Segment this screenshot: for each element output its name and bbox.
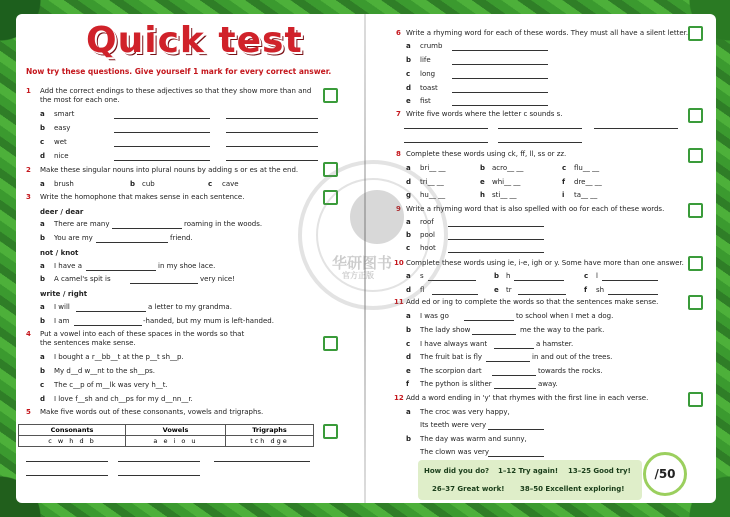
question-text: the most for each one. <box>40 96 120 104</box>
mark-checkbox[interactable] <box>688 148 703 163</box>
table-cell: a e i o u <box>126 436 226 447</box>
item-word: dre__ __ <box>574 178 602 186</box>
answer-line[interactable] <box>602 280 658 281</box>
score-question: How did you do? <box>424 467 490 475</box>
item-word: life <box>420 56 431 64</box>
sentence-text: a hamster. <box>536 340 574 348</box>
answer-line[interactable] <box>448 252 544 253</box>
item-word: pool <box>420 231 435 239</box>
answer-line[interactable] <box>452 105 548 106</box>
item-word: sti__ __ <box>492 191 517 199</box>
sentence-text: There are many <box>54 220 110 228</box>
mark-checkbox[interactable] <box>688 392 703 407</box>
item-letter: c <box>208 180 213 188</box>
stamp-text: 官方正版 <box>342 271 374 280</box>
answer-line[interactable] <box>118 475 200 476</box>
score-range: 13–25 Good try! <box>568 467 631 475</box>
stamp-mascot-icon <box>350 190 404 244</box>
answer-line[interactable] <box>404 142 488 143</box>
answer-line[interactable] <box>114 118 210 119</box>
item-word: s <box>420 272 424 280</box>
question-text: Make these singular nouns into plural nouns by adding s or es at the end. <box>40 166 299 174</box>
item-letter: b <box>406 435 412 443</box>
page-number: 26 <box>18 493 30 502</box>
answer-line[interactable] <box>432 294 478 295</box>
sentence-text: The c__p of m__lk was very h__t. <box>54 381 168 389</box>
item-letter: b <box>406 231 412 239</box>
letters-table <box>18 424 314 447</box>
item-letter: a <box>40 220 45 228</box>
item-word: hoot <box>420 244 436 252</box>
answer-line[interactable] <box>452 64 548 65</box>
answer-line[interactable] <box>118 461 200 462</box>
question-text: Make five words out of these consonants, vowels and trigraphs. <box>40 408 264 416</box>
sentence-text: I bought a r__bb__t at the p__t sh__p. <box>54 353 184 361</box>
mark-checkbox[interactable] <box>323 424 338 439</box>
answer-line[interactable] <box>498 142 582 143</box>
item-word: brush <box>54 180 74 188</box>
item-letter: b <box>40 367 46 375</box>
sentence-text: to school when I met a dog. <box>516 312 614 320</box>
item-letter: c <box>562 164 567 172</box>
item-word: fist <box>420 97 431 105</box>
sentence-text: very nice! <box>200 275 236 283</box>
question-number: 2 <box>26 166 31 174</box>
question-text: Write a rhyming word that is also spelled with oo for each of these words. <box>406 205 665 213</box>
answer-line[interactable] <box>464 320 514 321</box>
answer-line[interactable] <box>452 92 548 93</box>
item-word: cave <box>222 180 239 188</box>
item-letter: a <box>40 180 45 188</box>
score-circle: /50 <box>643 452 687 496</box>
item-letter: f <box>562 178 566 186</box>
table-header: Consonants <box>19 425 126 436</box>
question-text: Add ed or ing to complete the words so that the sentences make sense. <box>406 298 659 306</box>
item-word: h <box>506 272 511 280</box>
item-word: hu__ __ <box>420 191 446 199</box>
item-letter: a <box>406 408 411 416</box>
question-text: Complete these words using ck, ff, ll, ss or zz. <box>406 150 567 158</box>
item-letter: d <box>406 84 412 92</box>
question-number: 4 <box>26 330 31 338</box>
question-text: Add the correct endings to these adjectives so that they show more than and <box>40 87 312 95</box>
question-text: Write five words where the letter c sounds s. <box>406 110 563 118</box>
answer-line[interactable] <box>608 294 658 295</box>
sentence-text: -handed, but my mum is left-handed. <box>143 317 274 325</box>
answer-line[interactable] <box>448 239 544 240</box>
answer-line[interactable] <box>226 160 318 161</box>
item-word: cub <box>142 180 155 188</box>
verse-text: The day was warm and sunny, <box>420 435 527 443</box>
homophone-heading: not / knot <box>40 249 79 257</box>
question-number: 8 <box>396 150 401 158</box>
item-letter: a <box>40 353 45 361</box>
item-word: wet <box>54 138 67 146</box>
item-word: flu__ __ <box>574 164 600 172</box>
answer-line[interactable] <box>492 375 536 376</box>
item-letter: b <box>40 124 46 132</box>
item-letter: c <box>406 244 411 252</box>
answer-line[interactable] <box>518 294 566 295</box>
mark-checkbox[interactable] <box>688 108 703 123</box>
answer-line[interactable] <box>76 311 146 312</box>
sentence-text: I was go <box>420 312 449 320</box>
verse-text: The croc was very happy, <box>420 408 510 416</box>
sentence-text: The python is slither <box>420 380 492 388</box>
mark-checkbox[interactable] <box>323 88 338 103</box>
item-letter: f <box>406 380 410 388</box>
sentence-text: in and out of the trees. <box>532 353 613 361</box>
item-word: bri__ __ <box>420 164 446 172</box>
sentence-text: The scorpion dart <box>420 367 482 375</box>
answer-line[interactable] <box>226 118 318 119</box>
item-letter: b <box>40 234 46 242</box>
answer-line[interactable] <box>74 325 142 326</box>
answer-line[interactable] <box>452 78 548 79</box>
answer-line[interactable] <box>96 242 168 243</box>
question-text: the sentences make sense. <box>40 339 136 347</box>
answer-line[interactable] <box>448 226 544 227</box>
item-word: tr <box>506 286 512 294</box>
item-word: ta__ __ <box>574 191 598 199</box>
answer-line[interactable] <box>114 132 210 133</box>
answer-line[interactable] <box>112 228 182 229</box>
item-letter: a <box>406 272 411 280</box>
question-number: 1 <box>26 87 31 95</box>
item-letter: e <box>406 97 411 105</box>
score-range: 26–37 Great work! <box>432 485 505 493</box>
item-letter: c <box>40 138 45 146</box>
item-letter: e <box>494 286 499 294</box>
question-number: 3 <box>26 193 31 201</box>
mark-checkbox[interactable] <box>688 256 703 271</box>
watermark-stamp <box>298 160 448 310</box>
sentence-text: I will <box>54 303 70 311</box>
question-text: Write the homophone that makes sense in each sentence. <box>40 193 245 201</box>
question-number: 9 <box>396 205 401 213</box>
item-letter: a <box>406 218 411 226</box>
table-header: Trigraphs <box>225 425 313 436</box>
sentence-text: I love f__sh and ch__ps for my d__nn__r. <box>54 395 193 403</box>
item-word: easy <box>54 124 71 132</box>
answer-line[interactable] <box>26 461 108 462</box>
verse-text: Its teeth were very <box>420 421 487 429</box>
item-letter: c <box>406 340 411 348</box>
verse-text: The clown was very <box>420 448 490 456</box>
item-letter: f <box>584 286 588 294</box>
sentence-text: towards the rocks. <box>538 367 603 375</box>
sentence-text: friend. <box>170 234 193 242</box>
answer-line[interactable] <box>488 429 544 430</box>
item-letter: a <box>40 262 45 270</box>
item-word: acro__ __ <box>492 164 524 172</box>
homophone-heading: write / right <box>40 290 88 298</box>
item-letter: c <box>406 70 411 78</box>
answer-line[interactable] <box>594 128 678 129</box>
sentence-text: I am <box>54 317 70 325</box>
sentence-text: away. <box>538 380 558 388</box>
answer-line[interactable] <box>86 270 156 271</box>
item-letter: g <box>406 191 412 199</box>
answer-line[interactable] <box>498 128 582 129</box>
item-letter: c <box>40 381 45 389</box>
answer-line[interactable] <box>214 461 310 462</box>
item-letter: d <box>406 286 412 294</box>
answer-line[interactable] <box>486 361 530 362</box>
answer-line[interactable] <box>488 456 544 457</box>
item-letter: e <box>480 178 485 186</box>
item-letter: b <box>406 326 412 334</box>
answer-line[interactable] <box>114 146 210 147</box>
item-letter: b <box>406 56 412 64</box>
item-letter: b <box>130 180 136 188</box>
item-letter: a <box>406 312 411 320</box>
answer-line[interactable] <box>514 280 564 281</box>
item-word: long <box>420 70 436 78</box>
answer-line[interactable] <box>114 160 210 161</box>
homophone-heading: deer / dear <box>40 208 84 216</box>
answer-line[interactable] <box>226 132 318 133</box>
answer-line[interactable] <box>472 334 516 335</box>
answer-line[interactable] <box>226 146 318 147</box>
instructions: Now try these questions. Give yourself 1 mark for every correct answer. <box>26 67 332 76</box>
item-letter: d <box>406 178 412 186</box>
item-letter: h <box>480 191 485 199</box>
item-letter: d <box>40 395 46 403</box>
sentence-text: I have a <box>54 262 82 270</box>
sentence-text: The lady show <box>420 326 471 334</box>
mark-checkbox[interactable] <box>688 26 703 41</box>
answer-line[interactable] <box>494 348 534 349</box>
answer-line[interactable] <box>130 283 198 284</box>
sentence-text: roaming in the woods. <box>184 220 263 228</box>
item-word: toast <box>420 84 438 92</box>
question-number: 6 <box>396 29 401 37</box>
table-cell: c w h d b <box>19 436 126 447</box>
sentence-text: a letter to my grandma. <box>148 303 232 311</box>
item-letter: e <box>406 367 411 375</box>
mark-checkbox[interactable] <box>323 336 338 351</box>
page-title: Quick test <box>86 20 303 61</box>
sentence-text: You are my <box>54 234 93 242</box>
question-number: 10 <box>394 259 404 267</box>
item-letter: a <box>40 303 45 311</box>
question-text: Complete these words using ie, i-e, igh or y. Some have more than one answer. <box>406 259 684 267</box>
answer-line[interactable] <box>404 128 488 129</box>
item-letter: a <box>40 110 45 118</box>
sentence-text: The fruit bat is fly <box>420 353 483 361</box>
sentence-text: me the way to the park. <box>520 326 605 334</box>
score-guide <box>418 460 642 500</box>
page-number: 27 <box>700 493 712 502</box>
item-letter: b <box>40 275 46 283</box>
item-letter: d <box>406 353 412 361</box>
question-text: Add a word ending in 'y' that rhymes with the first line in each verse. <box>406 394 649 402</box>
item-letter: b <box>480 164 486 172</box>
item-word: l <box>596 272 598 280</box>
stamp-text: 华研图书 <box>332 254 393 272</box>
item-letter: i <box>562 191 565 199</box>
question-number: 11 <box>394 298 404 306</box>
sentence-text: A camel's spit is <box>54 275 111 283</box>
question-number: 12 <box>394 394 404 402</box>
answer-line[interactable] <box>428 280 476 281</box>
item-letter: d <box>40 152 46 160</box>
item-letter: a <box>406 42 411 50</box>
answer-line[interactable] <box>494 388 536 389</box>
sentence-text: I have always want <box>420 340 488 348</box>
item-word: tri__ __ <box>420 178 444 186</box>
question-text: Write a rhyming word for each of these words. They must all have a silent letter. <box>406 29 689 37</box>
mark-checkbox[interactable] <box>688 295 703 310</box>
sentence-text: My d__d w__nt to the sh__ps. <box>54 367 156 375</box>
table-cell: tch dge <box>225 436 313 447</box>
answer-line[interactable] <box>26 475 108 476</box>
item-word: fl <box>420 286 425 294</box>
score-range: 38–50 Excellent exploring! <box>520 485 625 493</box>
item-word: nice <box>54 152 69 160</box>
mark-checkbox[interactable] <box>688 203 703 218</box>
item-word: crumb <box>420 42 443 50</box>
question-number: 5 <box>26 408 31 416</box>
score-range: 1–12 Try again! <box>498 467 559 475</box>
item-letter: b <box>494 272 500 280</box>
table-header: Vowels <box>126 425 226 436</box>
question-number: 7 <box>396 110 401 118</box>
answer-line[interactable] <box>452 50 548 51</box>
item-letter: c <box>584 272 589 280</box>
item-letter: a <box>406 164 411 172</box>
item-word: whi__ __ <box>492 178 521 186</box>
item-word: smart <box>54 110 75 118</box>
question-text: Put a vowel into each of these spaces in the words so that <box>40 330 245 338</box>
item-word: roof <box>420 218 434 226</box>
item-letter: b <box>40 317 46 325</box>
item-word: sh <box>596 286 605 294</box>
sentence-text: in my shoe lace. <box>158 262 216 270</box>
